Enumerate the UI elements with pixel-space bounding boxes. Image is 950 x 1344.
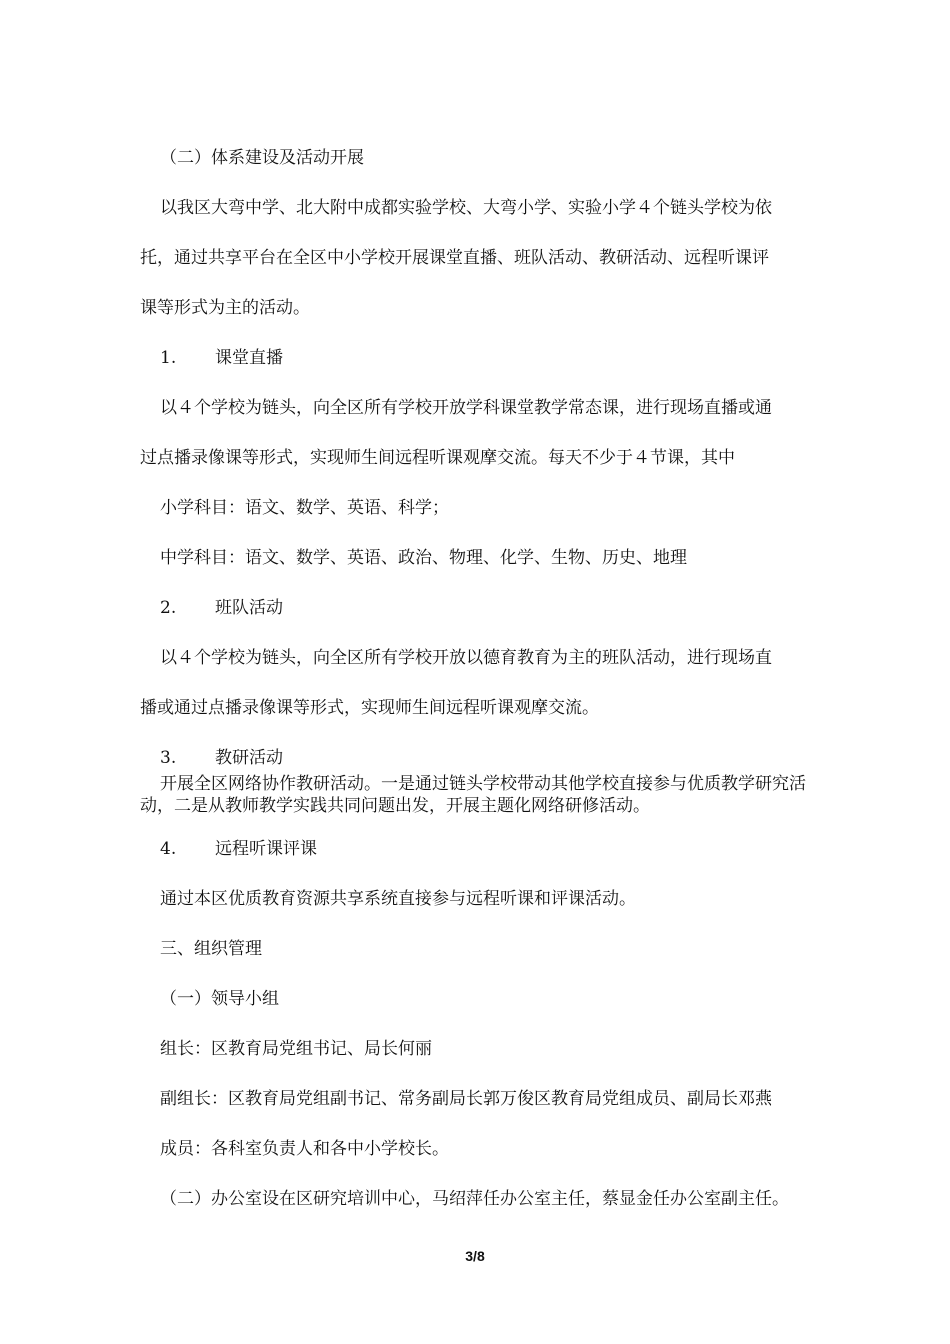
deputy-line: 副组长：区教育局党组副书记、常务副局长郭万俊区教育局党组成员、副局长邓燕	[160, 1089, 772, 1109]
section-heading: （二）体系建设及活动开展	[160, 148, 364, 168]
item-4-title: 远程听课评课	[215, 839, 317, 859]
intro-line-2: 托，通过共享平台在全区中小学校开展课堂直播、班队活动、教研活动、远程听课评	[140, 248, 769, 268]
page-number: 3/8	[465, 1248, 485, 1264]
office-line: （二）办公室设在区研究培训中心，马绍萍任办公室主任，蔡显金任办公室副主任。	[160, 1189, 789, 1209]
item-1-heading	[160, 346, 822, 370]
item-2-title: 班队活动	[215, 598, 283, 618]
item-4-body: 通过本区优质教育资源共享系统直接参与远程听课和评课活动。	[160, 889, 636, 909]
item-2-number: 2.	[160, 598, 177, 618]
item-3-body: 开展全区网络协作教研活动。一是通过链头学校带动其他学校直接参与优质教学研究活动，二是从教师教学实践共同问题出发，开展主题化网络研修活动。	[140, 774, 806, 816]
item-3-heading	[160, 746, 822, 770]
members-line: 成员：各科室负责人和各中小学校长。	[160, 1139, 449, 1159]
leader-line: 组长：区教育局党组书记、局长何丽	[160, 1039, 432, 1059]
primary-subjects: 小学科目：语文、数学、英语、科学；	[160, 498, 449, 518]
section-3-title: 三、组织管理	[160, 939, 262, 959]
item-1-title: 课堂直播	[215, 348, 283, 368]
item-4-heading	[160, 837, 822, 861]
item-1-line-1: 以４个学校为链头，向全区所有学校开放学科课堂教学常态课，进行现场直播或通	[160, 398, 772, 418]
secondary-subjects: 中学科目：语文、数学、英语、政治、物理、化学、生物、历史、地理	[160, 548, 687, 568]
item-2-line-1: 以４个学校为链头，向全区所有学校开放以德育教育为主的班队活动，进行现场直	[160, 648, 772, 668]
item-2-line-2: 播或通过点播录像课等形式，实现师生间远程听课观摩交流。	[140, 698, 599, 718]
item-3-number: 3.	[160, 748, 177, 768]
item-1-line-2: 过点播录像课等形式，实现师生间远程听课观摩交流。每天不少于４节课，其中	[140, 448, 735, 468]
item-4-number: 4.	[160, 839, 177, 859]
leadership-heading: （一）领导小组	[160, 989, 279, 1009]
item-1-number: 1.	[160, 348, 177, 368]
intro-line-3: 课等形式为主的活动。	[140, 298, 310, 318]
item-3-title: 教研活动	[215, 748, 283, 768]
intro-line-1: 以我区大弯中学、北大附中成都实验学校、大弯小学、实验小学４个链头学校为依	[160, 198, 772, 218]
item-2-heading	[160, 596, 822, 620]
